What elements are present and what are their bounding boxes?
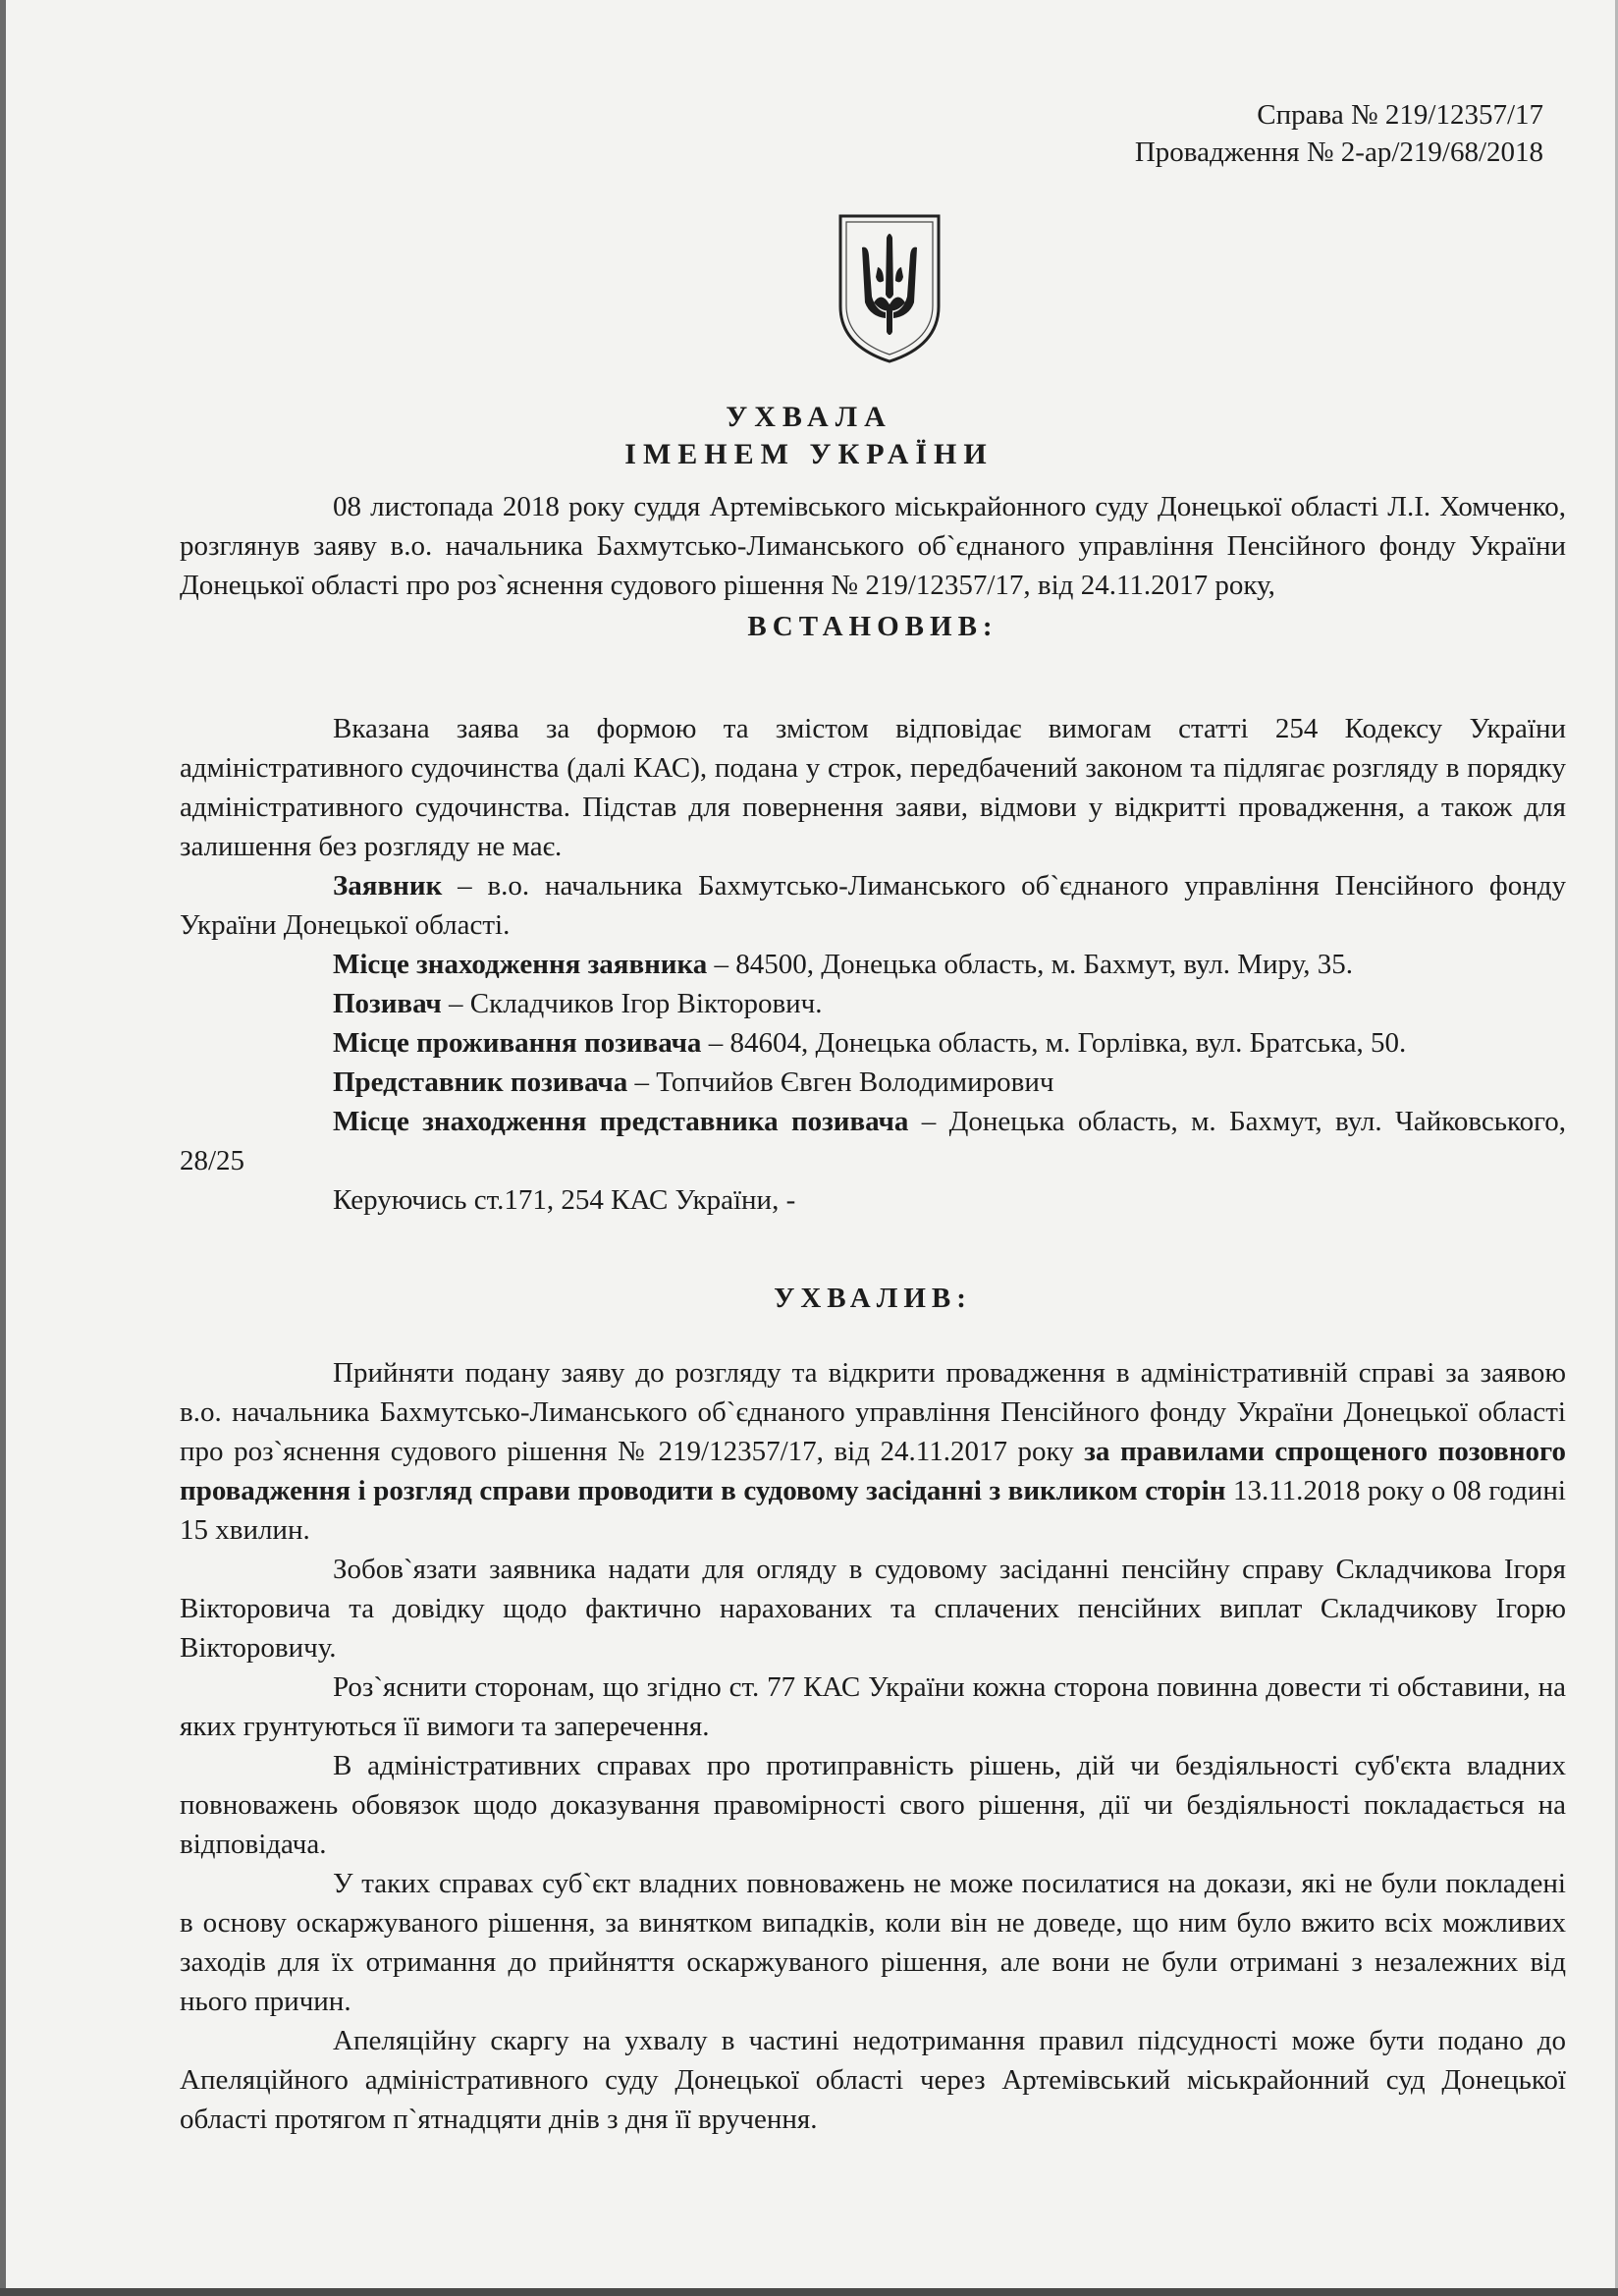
guided-by: Керуючись ст.171, 254 КАС України, -: [333, 1184, 796, 1216]
party-separator: –: [441, 988, 470, 1019]
party-separator: –: [707, 949, 736, 980]
party-plaintiff-address: [180, 1023, 1566, 1063]
ruling-block: [180, 1353, 1566, 2139]
intro-block: [180, 487, 1566, 646]
party-separator: –: [442, 870, 488, 902]
ruling-paragraph-5: У таких справах суб`єкт владних повноважень не може посилатися на докази, які не були покладені в основу оскаржуваного рішення, за винятком випадків, коли він не доведе, що ним було вжито всіх можливих заходів для їх отримання до прийняття оскаржуваного рішення, але вони не були отримані з незалежних від нього причин.: [180, 1868, 1566, 2017]
ruling-paragraph-3: Роз`яснити сторонам, що згідно ст. 77 КАС України кожна сторона повинна довести ті обставини, на яких грунтуються її вимоги та заперечення.: [180, 1671, 1566, 1742]
party-separator: –: [701, 1027, 730, 1059]
ruling-paragraph-2: Зобов`язати заявника надати для огляду в судовому засіданні пенсійну справу Складчикова Ігоря Вікторовича та довідку щодо фактично нарахованих та сплачених пенсійних виплат Складчикову Ігорю Вікторовичу.: [180, 1554, 1566, 1664]
ruled-heading-block: [180, 1279, 1566, 1318]
document-subtitle: ІМЕНЕМ УКРАЇНИ: [624, 438, 994, 470]
case-number: Справа № 219/12357/17: [1257, 99, 1543, 131]
ruling-paragraph-6: Апеляційну скаргу на ухвалу в частині недотримання правил підсудності може бути подано до Апеляційного адміністративного суду Донецької області через Артемівський міськрайонний суд Донецької області протягом п`ятнадцяти днів з дня її вручення.: [180, 2025, 1566, 2135]
party-applicant-address: [180, 945, 1566, 984]
ukraine-trident-icon: [833, 208, 946, 365]
scan-edge-bottom: [0, 2288, 1618, 2296]
party-label: Місце проживання позивача: [333, 1027, 702, 1059]
party-separator: –: [627, 1066, 657, 1098]
party-separator: –: [908, 1106, 949, 1137]
party-representative-address: [180, 1102, 1566, 1180]
document-title: УХВАЛА: [726, 401, 892, 433]
party-label: Представник позивача: [333, 1066, 628, 1098]
party-value: Топчийов Євген Володимирович: [656, 1066, 1054, 1098]
party-value: 84604, Донецька область, м. Горлівка, вул. Братська, 50.: [729, 1027, 1407, 1059]
party-applicant: [180, 866, 1566, 945]
ruled-heading: УХВАЛИВ:: [774, 1283, 972, 1314]
party-value: Донецька область, м. Бахмут, вул. Чайковського, 28/25: [180, 1106, 1566, 1176]
party-label: Позивач: [333, 988, 442, 1019]
party-value: 84500, Донецька область, м. Бахмут, вул. Миру, 35.: [735, 949, 1354, 980]
ruling-paragraph-1: [180, 1353, 1566, 1550]
party-plaintiff: [180, 984, 1566, 1023]
intro-paragraph: 08 листопада 2018 року суддя Артемівського міськрайонного суду Донецької області Л.І. Хомченко, розглянув заяву в.о. начальника Бахмутсько-Лиманського об`єднаного управління Пенсійного фонду України Донецької області про роз`яснення судового рішення № 219/12357/17, від 24.11.2017 року,: [180, 491, 1566, 601]
party-value: Складчиков Ігор Вікторович.: [469, 988, 823, 1019]
ruling-paragraph-4: В адміністративних справах про протиправність рішень, дій чи бездіяльності суб'єкта владних повноважень обовязок щодо доказування правомірності свого рішення, дії чи бездіяльності покладається на відповідача.: [180, 1750, 1566, 1860]
established-heading: ВСТАНОВИВ:: [747, 611, 998, 642]
party-value: в.о. начальника Бахмутсько-Лиманського об`єднаного управління Пенсійного фонду України Донецької області.: [180, 870, 1566, 941]
ruling-text: Прийняти подану заяву до розгляду та відкрити провадження в адміністративній справі за заявою в.о. начальника Бахмутсько-Лиманського об`єднаного управління Пенсійного фонду України Донецької області про роз`яснення судового рішення № 219/12357/17, від 24.11.2017 року: [180, 1357, 1566, 1467]
proceeding-number: Провадження № 2-ар/219/68/2018: [1134, 137, 1543, 168]
party-representative: [180, 1063, 1566, 1102]
party-label: Місце знаходження заявника: [333, 949, 708, 980]
ruling-text-end: 13.11.2018 року о 08 годині 15 хвилин.: [180, 1475, 1566, 1546]
ruling-bold-text: за правилами спрощеного позовного провадження і розгляд справи проводити в судовому засіданні з викликом сторін: [180, 1436, 1566, 1506]
established-paragraph: Вказана заява за формою та змістом відповідає вимогам статті 254 Кодексу України адміністративного судочинства (далі КАС), подана у строк, передбачений законом та підлягає розгляду в порядку адміністративного судочинства. Підстав для повернення заяви, відмови у відкритті провадження, а також для залишення без розгляду не має.: [180, 713, 1566, 862]
scan-edge-left: [0, 0, 6, 2296]
established-block: [180, 709, 1566, 1220]
case-reference: [1135, 96, 1543, 171]
party-label: Заявник: [333, 870, 443, 902]
party-label: Місце знаходження представника позивача: [333, 1106, 909, 1137]
